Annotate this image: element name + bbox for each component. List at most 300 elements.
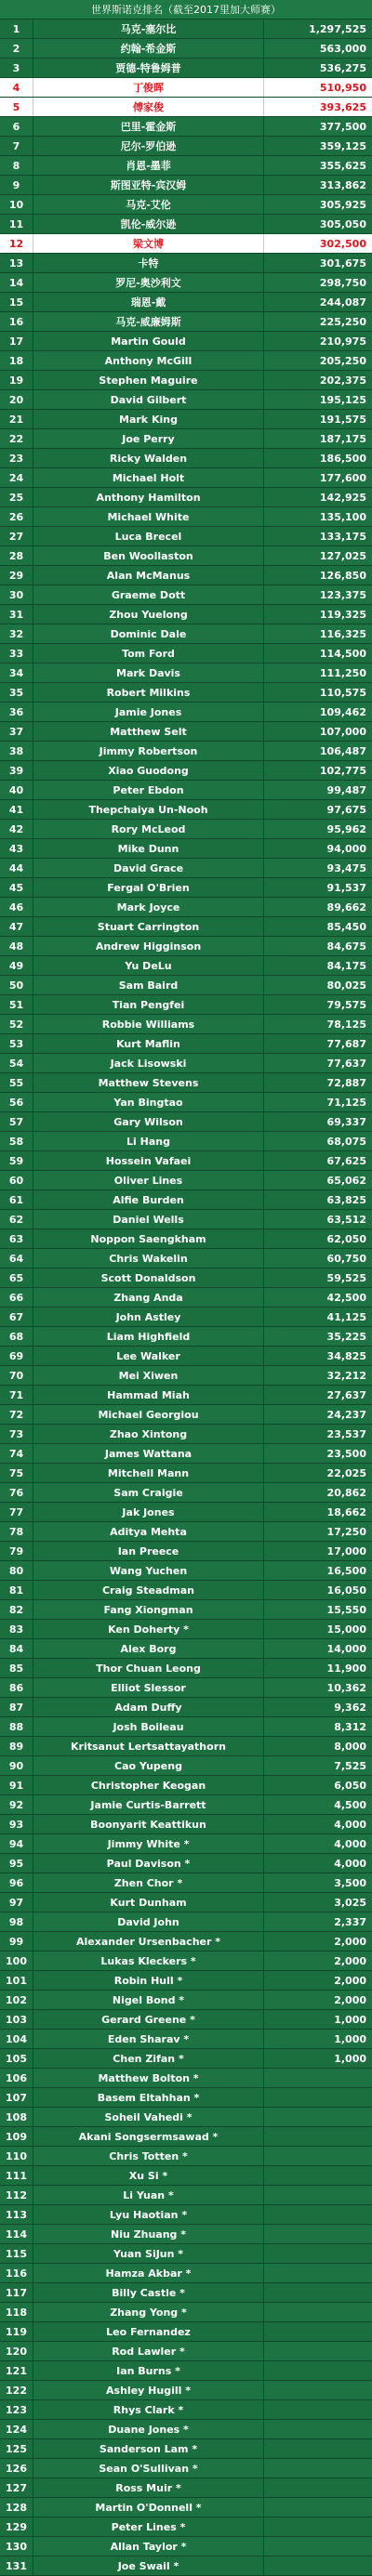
rank-cell: 9 (0, 176, 33, 194)
table-row (0, 117, 372, 137)
table-row (0, 2498, 372, 2517)
player-name-cell: Mark Joyce (33, 898, 264, 916)
table-row (0, 176, 372, 195)
prize-money-cell: 2,000 (334, 1974, 366, 1987)
table-row (0, 1151, 372, 1171)
rank-cell: 40 (0, 781, 33, 799)
prize-money-cell (264, 2108, 372, 2126)
prize-money-cell (264, 2205, 372, 2224)
player-name-cell: 尼尔-罗伯逊 (33, 137, 264, 155)
prize-money-cell: 32,212 (326, 1369, 366, 1382)
player-name-cell: Ian Preece (33, 1542, 264, 1560)
rank-cell: 55 (0, 1073, 33, 1092)
prize-money-cell (264, 2264, 372, 2282)
prize-money-cell: 77,637 (326, 1057, 366, 1070)
rank-cell: 48 (0, 937, 33, 955)
rank-cell: 82 (0, 1600, 33, 1619)
prize-money-cell: 1,000 (334, 2013, 366, 2026)
prize-money-cell: 133,175 (319, 530, 366, 543)
player-name-cell: Yan Bingtao (33, 1093, 264, 1111)
sheet-title: 世界斯诺克排名（截至2017里加大师赛） (0, 0, 372, 20)
rank-cell: 106 (0, 2069, 33, 2087)
prize-money-cell: 377,500 (319, 120, 366, 133)
rank-cell: 70 (0, 1366, 33, 1385)
player-name-cell: Michael Georgiou (33, 1405, 264, 1424)
player-name-cell: Yu DeLu (33, 956, 264, 975)
table-row (0, 664, 372, 683)
prize-money-cell: 244,087 (319, 296, 366, 309)
player-name-cell: Josh Boileau (33, 1717, 264, 1736)
prize-money-cell: 69,337 (326, 1115, 366, 1128)
table-row (0, 2186, 372, 2205)
rank-cell: 115 (0, 2244, 33, 2263)
rank-cell: 58 (0, 1132, 33, 1150)
player-name-cell: Akani Songsermsawad * (33, 2127, 264, 2146)
table-row (0, 137, 372, 156)
player-name-cell: Cao Yupeng (33, 1756, 264, 1775)
prize-money-cell (264, 2498, 372, 2517)
prize-money-cell (264, 2322, 372, 2341)
table-row (0, 156, 372, 176)
player-name-cell: Soheil Vahedi * (33, 2108, 264, 2126)
rank-cell: 21 (0, 410, 33, 428)
player-name-cell: Wang Yuchen (33, 1561, 264, 1580)
table-row (0, 1698, 372, 1717)
player-name-cell: Michael White (33, 507, 264, 526)
table-row (0, 1522, 372, 1542)
prize-money-cell: 186,500 (319, 452, 366, 465)
rank-cell: 64 (0, 1249, 33, 1268)
table-row (0, 1542, 372, 1561)
prize-money-cell: 11,900 (326, 1662, 366, 1675)
player-name-cell: Graeme Dott (33, 585, 264, 604)
player-name-cell: Zhen Chor * (33, 1873, 264, 1892)
player-name-cell: Li Yuan * (33, 2186, 264, 2204)
prize-money-cell: 4,000 (334, 1837, 366, 1850)
player-name-cell: Lukas Kleckers * (33, 1952, 264, 1970)
prize-money-cell: 77,687 (326, 1037, 366, 1050)
prize-money-cell: 24,237 (326, 1408, 366, 1421)
player-name-cell: Duane Jones * (33, 2420, 264, 2438)
rank-cell: 6 (0, 117, 33, 136)
prize-money-cell (264, 2400, 372, 2419)
player-name-cell: Niu Zhuang * (33, 2225, 264, 2243)
rank-cell: 41 (0, 800, 33, 819)
table-row (0, 1737, 372, 1756)
player-name-cell: Martin Gould (33, 332, 264, 350)
prize-money-cell: 3,025 (334, 1896, 366, 1909)
player-name-cell: 瑞恩-戴 (33, 293, 264, 311)
rank-cell: 33 (0, 644, 33, 663)
player-name-cell: Jimmy Robertson (33, 742, 264, 760)
table-row (0, 2030, 372, 2049)
prize-money-cell (264, 2069, 372, 2087)
rank-cell: 52 (0, 1015, 33, 1033)
prize-money-cell: 91,537 (326, 881, 366, 894)
table-row (0, 917, 372, 937)
prize-money-cell: 3,500 (334, 1876, 366, 1889)
prize-money-cell: 68,075 (326, 1135, 366, 1148)
rank-cell: 28 (0, 546, 33, 565)
prize-money-cell: 4,500 (334, 1798, 366, 1811)
player-name-cell: Matthew Bolton * (33, 2069, 264, 2087)
rank-cell: 75 (0, 1464, 33, 1482)
player-name-cell: Kritsanut Lertsattayathorn (33, 1737, 264, 1755)
prize-money-cell: 510,950 (319, 81, 366, 94)
prize-money-cell: 2,000 (334, 1993, 366, 2006)
prize-money-cell: 225,250 (319, 315, 366, 328)
table-row (0, 2400, 372, 2420)
player-name-cell: Christopher Keogan (33, 1776, 264, 1794)
player-name-cell: 马克-塞尔比 (33, 20, 264, 38)
rank-cell: 86 (0, 1678, 33, 1697)
player-name-cell: Lyu Haotian * (33, 2205, 264, 2224)
rank-cell: 27 (0, 527, 33, 545)
rank-cell: 63 (0, 1229, 33, 1248)
player-name-cell: David Gilbert (33, 390, 264, 409)
rank-cell: 20 (0, 390, 33, 409)
table-row (0, 1249, 372, 1268)
table-row (0, 2166, 372, 2186)
rank-cell: 91 (0, 1776, 33, 1794)
prize-money-cell: 93,475 (326, 861, 366, 874)
player-name-cell: Jamie Curtis-Barrett (33, 1795, 264, 1814)
rank-cell: 81 (0, 1581, 33, 1599)
rank-cell: 8 (0, 156, 33, 175)
table-row (0, 1834, 372, 1854)
player-name-cell: David John (33, 1912, 264, 1931)
rank-cell: 19 (0, 371, 33, 389)
prize-money-cell: 8,312 (334, 1720, 366, 1733)
rank-cell: 47 (0, 917, 33, 936)
prize-money-cell: 393,625 (319, 100, 366, 113)
prize-money-cell: 119,325 (319, 608, 366, 621)
table-row (0, 839, 372, 859)
player-name-cell: David Grace (33, 859, 264, 877)
player-name-cell: Sam Baird (33, 976, 264, 994)
rank-cell: 5 (0, 98, 33, 116)
player-name-cell: Xu Si * (33, 2166, 264, 2185)
player-name-cell: Paul Davison * (33, 1854, 264, 1873)
player-name-cell: Mei Xiwen (33, 1366, 264, 1385)
player-name-cell: Alan McManus (33, 566, 264, 585)
table-row (0, 1288, 372, 1308)
rank-cell: 7 (0, 137, 33, 155)
prize-money-cell: 8,000 (334, 1740, 366, 1753)
table-row (0, 1952, 372, 1971)
player-name-cell: Mark Davis (33, 664, 264, 682)
table-row (0, 2088, 372, 2108)
prize-money-cell (264, 2537, 372, 2556)
rank-cell: 104 (0, 2030, 33, 2048)
player-name-cell: 肖恩-墨菲 (33, 156, 264, 175)
prize-money-cell: 85,450 (326, 920, 366, 933)
rank-cell: 34 (0, 664, 33, 682)
player-name-cell: Gerard Greene * (33, 2010, 264, 2029)
table-row (0, 2420, 372, 2439)
prize-money-cell: 17,000 (326, 1544, 366, 1557)
table-row (0, 1444, 372, 1464)
prize-money-cell: 305,050 (319, 217, 366, 230)
table-row (0, 1483, 372, 1503)
rank-cell: 49 (0, 956, 33, 975)
player-name-cell: Ian Burns * (33, 2361, 264, 2380)
player-name-cell: Leo Fernandez (33, 2322, 264, 2341)
table-row (0, 20, 372, 39)
table-row (0, 956, 372, 976)
rank-cell: 67 (0, 1308, 33, 1326)
prize-money-cell (264, 2381, 372, 2399)
prize-money-cell: 59,525 (326, 1271, 366, 1284)
player-name-cell: Li Hang (33, 1132, 264, 1150)
table-row-highlighted (0, 98, 372, 117)
player-name-cell: Tian Pengfei (33, 995, 264, 1014)
rank-cell: 69 (0, 1347, 33, 1365)
player-name-cell: Robert Milkins (33, 683, 264, 702)
table-row (0, 995, 372, 1015)
prize-money-cell: 1,000 (334, 2032, 366, 2045)
table-row (0, 937, 372, 956)
rank-cell: 90 (0, 1756, 33, 1775)
player-name-cell: Anthony Hamilton (33, 488, 264, 506)
rank-cell: 38 (0, 742, 33, 760)
table-row (0, 605, 372, 624)
rank-cell: 102 (0, 1991, 33, 2009)
player-name-cell: Oliver Lines (33, 1171, 264, 1189)
table-row (0, 859, 372, 878)
rank-cell: 53 (0, 1034, 33, 1053)
player-name-cell: Nigel Bond * (33, 1991, 264, 2009)
table-row (0, 312, 372, 332)
player-name-cell: Martin O'Donnell * (33, 2498, 264, 2517)
rank-cell: 93 (0, 1815, 33, 1833)
table-row (0, 761, 372, 781)
prize-money-cell: 14,000 (326, 1642, 366, 1655)
player-name-cell: 卡特 (33, 254, 264, 272)
rank-cell: 119 (0, 2322, 33, 2341)
table-row (0, 1912, 372, 1932)
rank-cell: 79 (0, 1542, 33, 1560)
prize-money-cell (264, 2556, 372, 2575)
table-row-highlighted (0, 234, 372, 254)
table-row (0, 2439, 372, 2459)
player-name-cell: Kurt Dunham (33, 1893, 264, 1912)
player-name-cell: Hammad Miah (33, 1386, 264, 1404)
prize-money-cell: 177,600 (319, 471, 366, 484)
prize-money-cell: 123,375 (319, 588, 366, 601)
table-row (0, 722, 372, 742)
prize-money-cell: 210,975 (319, 335, 366, 348)
prize-money-cell: 7,525 (334, 1759, 366, 1772)
prize-money-cell (264, 2244, 372, 2263)
prize-money-cell: 359,125 (319, 139, 366, 152)
table-row (0, 1073, 372, 1093)
player-name-cell: Xiao Guodong (33, 761, 264, 780)
player-name-cell: 约翰-希金斯 (33, 39, 264, 58)
player-name-cell: 梁文博 (33, 234, 264, 253)
player-name-cell: Mark King (33, 410, 264, 428)
table-row (0, 546, 372, 566)
prize-money-cell (264, 2127, 372, 2146)
player-name-cell: 傅家俊 (33, 98, 264, 116)
table-row (0, 2225, 372, 2244)
rank-cell: 92 (0, 1795, 33, 1814)
prize-money-cell (264, 2147, 372, 2165)
prize-money-cell: 15,000 (326, 1623, 366, 1636)
player-name-cell: Jack Lisowski (33, 1054, 264, 1072)
prize-money-cell (264, 2088, 372, 2107)
rank-cell: 43 (0, 839, 33, 858)
prize-money-cell: 16,500 (326, 1564, 366, 1577)
player-name-cell: 丁俊晖 (33, 78, 264, 97)
table-row (0, 624, 372, 644)
table-row (0, 1015, 372, 1034)
rank-cell: 45 (0, 878, 33, 897)
table-row (0, 2537, 372, 2556)
table-row (0, 1503, 372, 1522)
prize-money-cell: 15,550 (326, 1603, 366, 1616)
prize-money-cell: 23,500 (326, 1447, 366, 1460)
rank-cell: 23 (0, 449, 33, 467)
table-row (0, 1386, 372, 1405)
table-row (0, 878, 372, 898)
prize-money-cell (264, 2361, 372, 2380)
table-row (0, 2322, 372, 2342)
table-row (0, 1210, 372, 1229)
rank-cell: 46 (0, 898, 33, 916)
prize-money-cell (264, 2166, 372, 2185)
prize-money-cell: 67,625 (326, 1154, 366, 1167)
prize-money-cell: 2,000 (334, 1954, 366, 1967)
rank-cell: 11 (0, 215, 33, 233)
prize-money-cell: 563,000 (319, 42, 366, 55)
prize-money-cell (264, 2283, 372, 2302)
player-name-cell: Fergal O'Brien (33, 878, 264, 897)
prize-money-cell: 94,000 (326, 842, 366, 855)
rank-cell: 130 (0, 2537, 33, 2556)
player-name-cell: Thor Chuan Leong (33, 1659, 264, 1677)
rank-cell: 13 (0, 254, 33, 272)
player-name-cell: James Wattana (33, 1444, 264, 1463)
table-row (0, 1054, 372, 1073)
table-row (0, 1932, 372, 1952)
prize-money-cell: 84,675 (326, 940, 366, 953)
rank-cell: 22 (0, 429, 33, 448)
rank-cell: 73 (0, 1425, 33, 1443)
prize-money-cell: 1,000 (334, 2052, 366, 2065)
table-row (0, 39, 372, 59)
rank-cell: 87 (0, 1698, 33, 1716)
player-name-cell: Tom Ford (33, 644, 264, 663)
rank-cell: 56 (0, 1093, 33, 1111)
table-row (0, 2244, 372, 2264)
rank-cell: 42 (0, 820, 33, 838)
player-name-cell: Lee Walker (33, 1347, 264, 1365)
table-row (0, 2010, 372, 2030)
table-row (0, 2303, 372, 2322)
rank-cell: 97 (0, 1893, 33, 1912)
prize-money-cell: 95,962 (326, 822, 366, 835)
prize-money-cell: 63,825 (326, 1193, 366, 1206)
rank-cell: 1 (0, 20, 33, 38)
player-name-cell: Dominic Dale (33, 624, 264, 643)
prize-money-cell: 187,175 (319, 432, 366, 445)
player-name-cell: Sean O'Sullivan * (33, 2459, 264, 2477)
table-row (0, 683, 372, 703)
rank-cell: 57 (0, 1112, 33, 1131)
player-name-cell: Rhys Clark * (33, 2400, 264, 2419)
table-row (0, 585, 372, 605)
player-name-cell: Peter Ebdon (33, 781, 264, 799)
rank-cell: 10 (0, 195, 33, 214)
prize-money-cell: 305,925 (319, 198, 366, 211)
table-row (0, 1815, 372, 1834)
rank-cell: 122 (0, 2381, 33, 2399)
rank-cell: 18 (0, 351, 33, 370)
rank-cell: 99 (0, 1932, 33, 1951)
table-row (0, 195, 372, 215)
player-name-cell: Joe Swail * (33, 2556, 264, 2575)
table-row (0, 1893, 372, 1912)
table-row (0, 2517, 372, 2537)
prize-money-cell: 78,125 (326, 1018, 366, 1031)
prize-money-cell: 127,025 (319, 549, 366, 562)
table-row (0, 1620, 372, 1639)
table-row (0, 1308, 372, 1327)
rank-cell: 77 (0, 1503, 33, 1521)
rank-cell: 89 (0, 1737, 33, 1755)
table-row (0, 2147, 372, 2166)
rank-cell: 15 (0, 293, 33, 311)
player-name-cell: Matthew Selt (33, 722, 264, 741)
ranking-table (0, 20, 372, 2575)
prize-money-cell: 202,375 (319, 374, 366, 387)
table-row (0, 351, 372, 371)
player-name-cell: 巴里-霍金斯 (33, 117, 264, 136)
rank-cell: 112 (0, 2186, 33, 2204)
rank-cell: 61 (0, 1190, 33, 1209)
table-row (0, 1347, 372, 1366)
prize-money-cell: 97,675 (326, 803, 366, 816)
rank-cell: 29 (0, 566, 33, 585)
player-name-cell: Mitchell Mann (33, 1464, 264, 1482)
table-row (0, 390, 372, 410)
table-row (0, 2108, 372, 2127)
rank-cell: 98 (0, 1912, 33, 1931)
rank-cell: 108 (0, 2108, 33, 2126)
rank-cell: 3 (0, 59, 33, 77)
prize-money-cell: 109,462 (319, 705, 366, 718)
player-name-cell: Rory McLeod (33, 820, 264, 838)
rank-cell: 88 (0, 1717, 33, 1736)
rank-cell: 68 (0, 1327, 33, 1346)
table-row (0, 1561, 372, 1581)
player-name-cell: Ashley Hugill * (33, 2381, 264, 2399)
table-row (0, 1991, 372, 2010)
table-row (0, 1659, 372, 1678)
prize-money-cell: 84,175 (326, 959, 366, 972)
table-row (0, 488, 372, 507)
rank-cell: 62 (0, 1210, 33, 1229)
prize-money-cell: 35,225 (326, 1330, 366, 1343)
player-name-cell: Zhao Xintong (33, 1425, 264, 1443)
rank-cell: 85 (0, 1659, 33, 1677)
prize-money-cell: 10,362 (326, 1681, 366, 1694)
rank-cell: 131 (0, 2556, 33, 2575)
table-row (0, 1464, 372, 1483)
player-name-cell: John Astley (33, 1308, 264, 1326)
player-name-cell: Mike Dunn (33, 839, 264, 858)
